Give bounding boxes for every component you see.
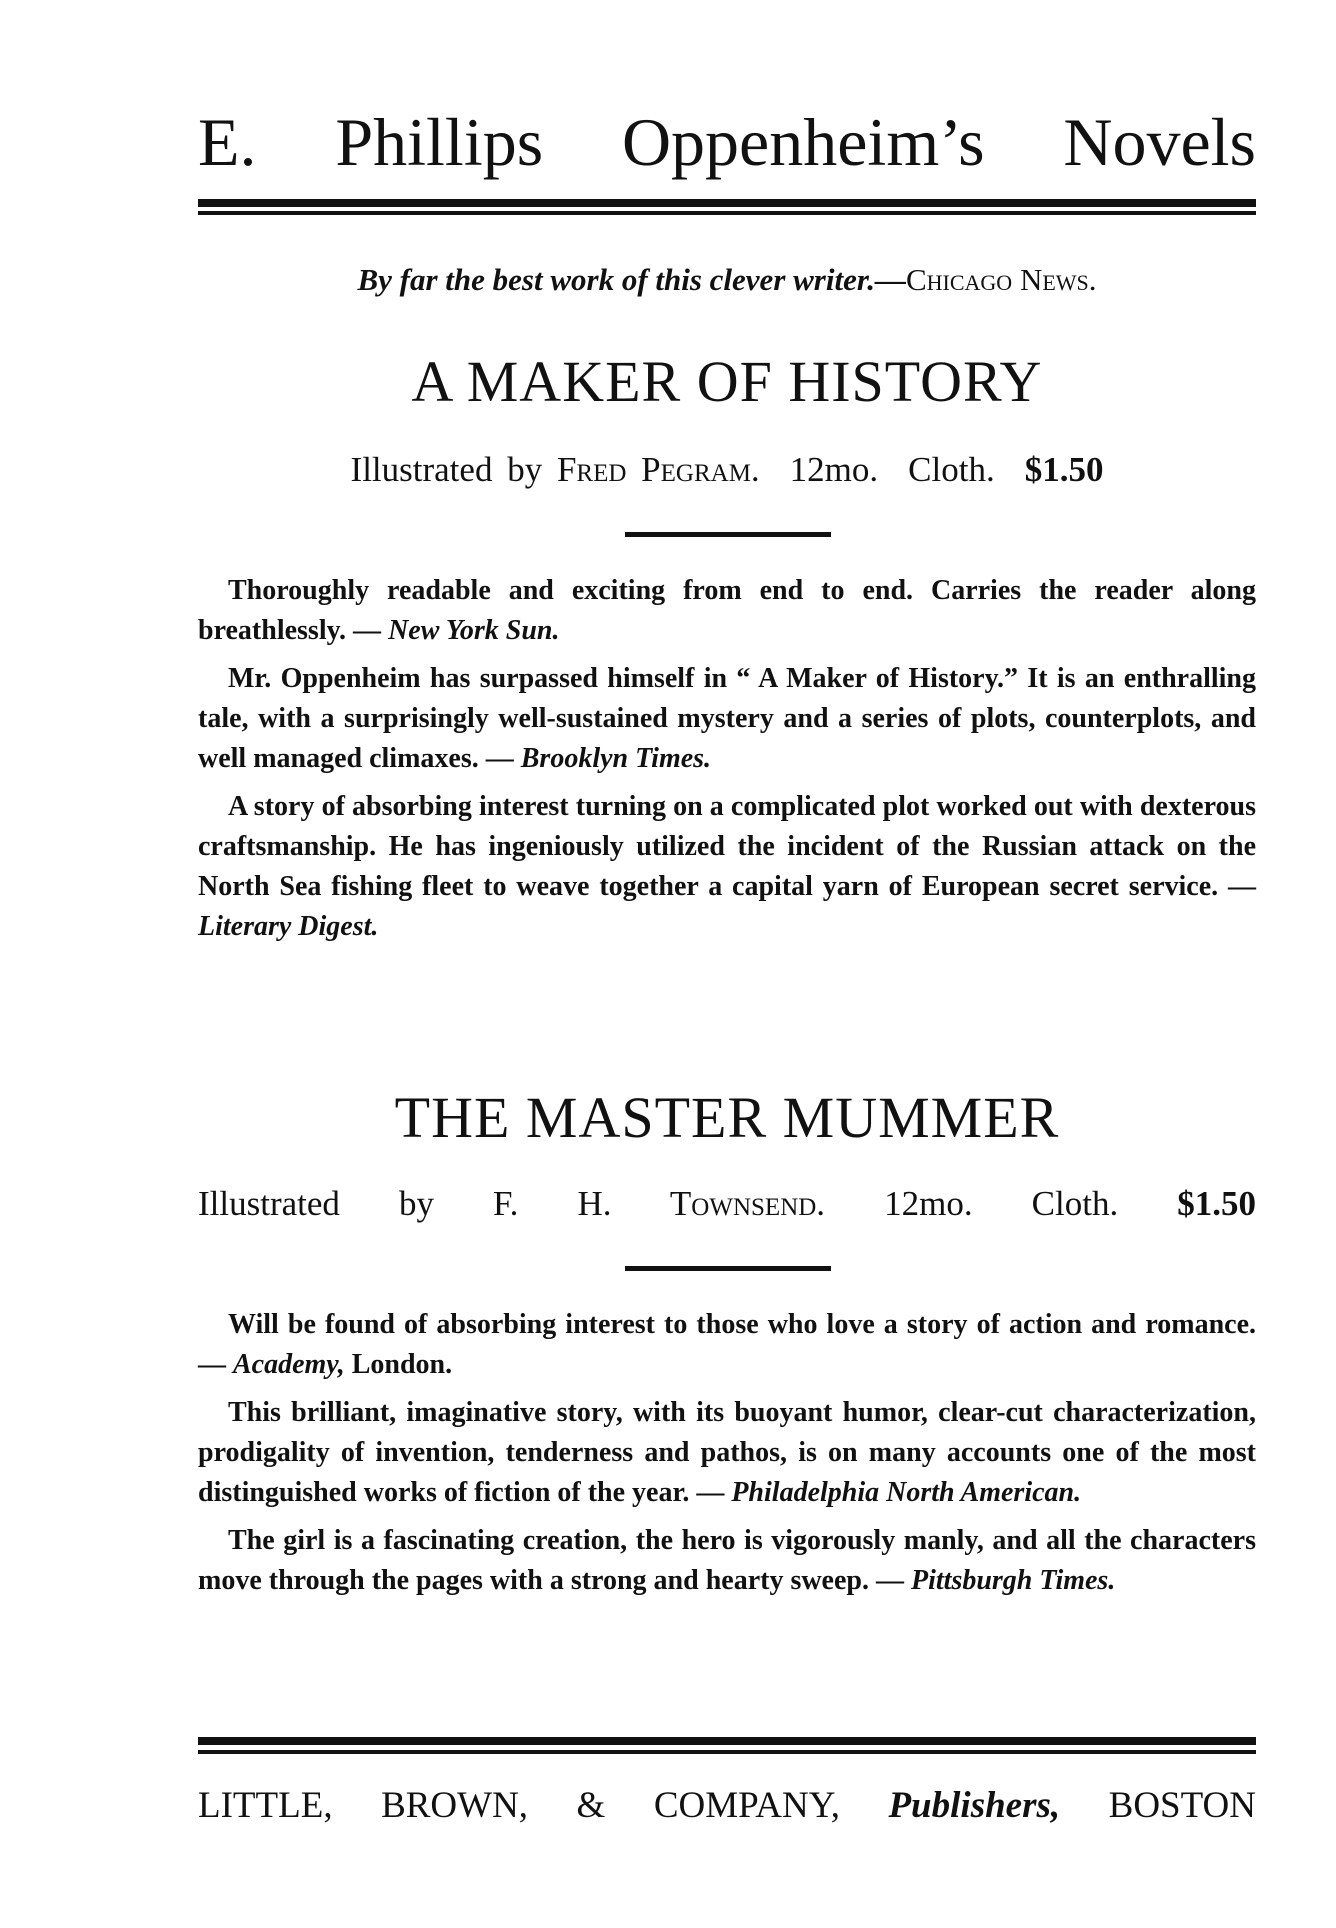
review-source: Philadelphia North American. <box>731 1477 1082 1508</box>
review-suffix: London. <box>344 1349 453 1380</box>
review-text: The girl is a fascinating creation, the hero is vigorously manly, and all the characters move through the pages with a strong and hearty sweep. — <box>198 1525 1256 1596</box>
review <box>198 1521 1256 1601</box>
book-details <box>198 450 1256 490</box>
publisher-name: LITTLE, BROWN, & COMPANY, <box>198 1785 840 1826</box>
format: 12mo. <box>884 1184 973 1223</box>
review-source: Academy, <box>233 1349 345 1380</box>
divider <box>625 1266 831 1271</box>
book-title: A MAKER OF HISTORY <box>411 349 1043 414</box>
book-details <box>198 1184 1256 1224</box>
review <box>198 1393 1256 1513</box>
review-source: Brooklyn Times. <box>520 743 712 774</box>
tagline <box>198 262 1256 298</box>
format: 12mo. <box>789 450 879 489</box>
tagline-source: Chicago News. <box>905 262 1097 297</box>
review <box>198 1305 1256 1385</box>
illustrated-label: Illustrated by <box>198 1184 434 1223</box>
reviews <box>198 1305 1256 1609</box>
review-source: New York Sun. <box>388 615 560 646</box>
publisher-city: BOSTON <box>1108 1785 1256 1826</box>
illustrated-label: Illustrated by <box>350 450 543 489</box>
review-text: This brilliant, imaginative story, with its buoyant humor, clear-cut characterization, prodigality of invention, tenderness and pathos, is on many accounts one of the most distinguished works of fiction of the year. — <box>198 1397 1256 1508</box>
review-text: Thoroughly readable and exciting from end to end. Carries the reader along breathlessly. — <box>198 575 1256 646</box>
publisher-line <box>198 1784 1256 1827</box>
review-text: Mr. Oppenheim has surpassed himself in “ A Maker of History.” It is an enthralling tale, with a surprisingly well-sustained mystery and a series of plots, counterplots, and well managed climaxes. — <box>198 663 1256 774</box>
illustrator: F. H. Townsend. <box>493 1184 826 1223</box>
review <box>198 787 1256 947</box>
price: $1.50 <box>1177 1184 1257 1223</box>
review-text: Will be found of absorbing interest to those who love a story of action and romance. — <box>198 1309 1256 1380</box>
binding: Cloth. <box>908 450 995 489</box>
illustrator: Fred Pegram. <box>556 450 760 489</box>
publisher-role: Publishers, <box>888 1785 1061 1826</box>
review <box>198 571 1256 651</box>
review-text: A story of absorbing interest turning on a complicated plot worked out with dexterous craftsmanship. He has ingeniously utilized the incident of the Russian attack on the North Sea fishing fleet to weave together a capital yarn of European secret service. — <box>198 791 1256 902</box>
reviews <box>198 571 1256 955</box>
review-source: Pittsburgh Times. <box>911 1565 1116 1596</box>
review-source: Literary Digest. <box>198 911 379 942</box>
double-rule-bottom-thin <box>198 1750 1256 1754</box>
tagline-quote: By far the best work of this clever writer.— <box>357 262 906 297</box>
price: $1.50 <box>1024 450 1104 489</box>
double-rule-top <box>198 199 1256 207</box>
book-title: THE MASTER MUMMER <box>394 1085 1060 1150</box>
double-rule-top-thin <box>198 211 1256 215</box>
binding: Cloth. <box>1031 1184 1119 1223</box>
page-title: E. Phillips Oppenheim’s Novels <box>198 104 1256 180</box>
double-rule-bottom <box>198 1737 1256 1745</box>
review <box>198 659 1256 779</box>
divider <box>625 532 831 537</box>
